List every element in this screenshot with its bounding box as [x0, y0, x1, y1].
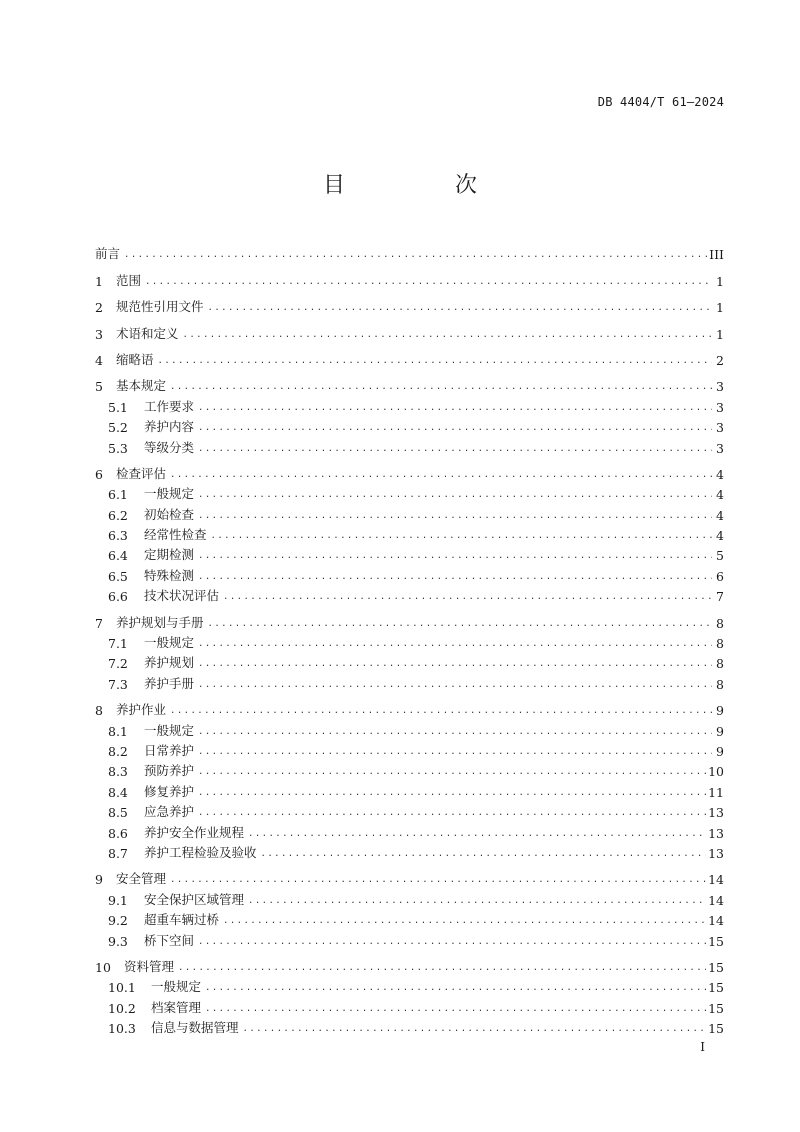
toc-section-entry[interactable]: [95, 867, 724, 887]
toc-entry-page: 15: [708, 1021, 724, 1037]
toc-entry-number: 6.5: [108, 568, 128, 584]
toc-subsection-entry[interactable]: [95, 671, 724, 691]
toc-entry-label: 经常性检查: [144, 527, 207, 543]
toc-entry-number: 8.6: [108, 825, 128, 841]
toc-dot-leader: [198, 640, 712, 651]
toc-entry-number: 6.1: [108, 487, 128, 503]
toc-entry-number: 9.2: [108, 913, 128, 929]
toc-subsection-entry[interactable]: [95, 651, 724, 671]
toc-entry-label: 预防养护: [144, 763, 195, 779]
toc-section-entry[interactable]: [95, 321, 724, 341]
toc-entry-label: 养护内容: [144, 419, 195, 435]
toc-entry-label: 修复养护: [144, 783, 195, 799]
toc-entry-page: 8: [716, 676, 724, 692]
toc-dot-leader: [198, 938, 706, 949]
toc-dot-leader: [170, 876, 706, 887]
toc-dot-leader: [178, 964, 706, 975]
toc-entry-page: 8: [716, 656, 724, 672]
toc-entry-number: 10.3: [108, 1021, 136, 1037]
toc-dot-leader: [198, 809, 706, 820]
toc-entry-page: 1: [716, 273, 724, 289]
toc-entry-page: 3: [716, 399, 724, 415]
toc-entry-number: 2: [95, 300, 103, 316]
toc-entry-label: 养护手册: [144, 675, 195, 691]
toc-dot-leader: [198, 424, 712, 435]
toc-entry-page: 3: [716, 379, 724, 395]
toc-entry-number: 9: [95, 872, 103, 888]
toc-entry-number: 6.3: [108, 528, 128, 544]
toc-section-entry[interactable]: [95, 268, 724, 288]
toc-subsection-entry[interactable]: [95, 995, 724, 1015]
toc-subsection-entry[interactable]: [95, 759, 724, 779]
toc-entry-number: 7.1: [108, 636, 128, 652]
toc-dot-leader: [198, 789, 706, 800]
toc-entry-page: 3: [716, 420, 724, 436]
toc-entry-page: 15: [708, 1000, 724, 1016]
toc-dot-leader: [198, 404, 712, 415]
toc-entry-label: 安全保护区域管理: [144, 891, 245, 907]
toc-entry-number: 6.2: [108, 507, 128, 523]
toc-entry-label: 初始检查: [144, 506, 195, 522]
toc-entry-number: 5.2: [108, 420, 128, 436]
toc-subsection-entry[interactable]: [95, 584, 724, 604]
toc-subsection-entry[interactable]: [95, 975, 724, 995]
toc-entry-page: 15: [708, 959, 724, 975]
toc-entry-label: 应急养护: [144, 804, 195, 820]
toc-entry-page: 9: [716, 743, 724, 759]
toc-dot-leader: [198, 681, 712, 692]
toc-subsection-entry[interactable]: [95, 502, 724, 522]
toc-dot-leader: [205, 1005, 706, 1016]
toc-entry-number: 6: [95, 466, 103, 482]
toc-entry-number: 10.1: [108, 980, 136, 996]
toc-subsection-entry[interactable]: [95, 887, 724, 907]
toc-entry-number: 7: [95, 615, 103, 631]
toc-entry-page: 6: [716, 568, 724, 584]
page-title: 目 次: [322, 173, 521, 198]
toc-entry-page: 9: [716, 703, 724, 719]
toc-entry-label: 检查评估: [116, 465, 167, 481]
toc-entry-page: 13: [708, 845, 724, 861]
footer-page-number: I: [700, 1040, 705, 1054]
toc-entry-label: 技术状况评估: [144, 588, 220, 604]
toc-entry-page: 2: [716, 352, 724, 368]
toc-entry-number: 5.3: [108, 440, 128, 456]
toc-dot-leader: [198, 748, 712, 759]
toc-entry-page: 14: [708, 872, 724, 888]
toc-entry-label: 等级分类: [144, 439, 195, 455]
toc-dot-leader: [208, 304, 712, 315]
toc-entry-label: 档案管理: [151, 999, 202, 1015]
toc-entry-label: 养护规划: [144, 655, 195, 671]
toc-dot-leader: [243, 1025, 707, 1036]
toc-dot-leader: [223, 593, 712, 604]
toc-entry-label: 基本规定: [116, 378, 167, 394]
toc-entry-label: 定期检测: [144, 547, 195, 563]
toc-entry-page: 15: [708, 980, 724, 996]
toc-entry-number: 6.6: [108, 589, 128, 605]
toc-dot-leader: [183, 331, 712, 342]
toc-entry-page: 8: [716, 636, 724, 652]
toc-subsection-entry[interactable]: [95, 908, 724, 928]
toc-dot-leader: [205, 984, 706, 995]
toc-entry-label: 信息与数据管理: [151, 1020, 239, 1036]
toc-dot-leader: [198, 660, 712, 671]
toc-subsection-entry[interactable]: [95, 820, 724, 840]
toc-dot-leader: [223, 917, 706, 928]
toc-dot-leader: [145, 278, 712, 289]
toc-dot-leader: [170, 383, 712, 394]
toc-entry-number: 7.2: [108, 656, 128, 672]
toc-entry-number: 8.3: [108, 764, 128, 780]
toc-entry-number: 1: [95, 273, 103, 289]
toc-entry-label: 养护安全作业规程: [144, 824, 245, 840]
toc-entry-label: 资料管理: [124, 958, 175, 974]
toc-entry-page: 13: [708, 825, 724, 841]
toc-subsection-entry[interactable]: [95, 435, 724, 455]
toc-subsection-entry[interactable]: [95, 394, 724, 414]
toc-entry-label: 一般规定: [144, 486, 195, 502]
toc-entry-number: 10: [95, 959, 111, 975]
toc-section-entry[interactable]: [95, 295, 724, 315]
toc-dot-leader: [198, 512, 712, 523]
toc-subsection-entry[interactable]: [95, 800, 724, 820]
toc-subsection-entry[interactable]: [95, 631, 724, 651]
toc-entry-number: 5.1: [108, 399, 128, 415]
toc-dot-leader: [170, 707, 712, 718]
toc-subsection-entry[interactable]: [95, 841, 724, 861]
toc-dot-leader: [198, 445, 712, 456]
toc-section-entry[interactable]: [95, 955, 724, 975]
toc-entry-page: 14: [708, 892, 724, 908]
toc-entry-page: 10: [708, 764, 724, 780]
toc-dot-leader: [248, 897, 706, 908]
toc-entry-page: 4: [716, 507, 724, 523]
toc-entry-label: 范围: [116, 272, 142, 288]
table-of-contents: [95, 242, 724, 1036]
toc-entry-number: 6.4: [108, 548, 128, 564]
toc-entry-number: 4: [95, 352, 103, 368]
toc-section-entry[interactable]: [95, 610, 724, 630]
toc-entry-label: 特殊检测: [144, 567, 195, 583]
toc-entry-label: 日常养护: [144, 742, 195, 758]
toc-subsection-entry[interactable]: [95, 779, 724, 799]
toc-entry-page: 11: [708, 784, 724, 800]
toc-dot-leader: [198, 491, 712, 502]
toc-entry-number: 7.3: [108, 676, 128, 692]
toc-entry-page: 5: [716, 548, 724, 564]
toc-entry-number: 8.5: [108, 805, 128, 821]
toc-dot-leader: [198, 728, 712, 739]
toc-entry-number: 8.7: [108, 845, 128, 861]
toc-dot-leader: [208, 620, 712, 631]
toc-entry-label: 前言: [95, 246, 121, 262]
toc-entry-number: 9.1: [108, 892, 128, 908]
toc-entry-page: 9: [716, 723, 724, 739]
toc-section-entry[interactable]: [95, 698, 724, 718]
toc-entry-label: 工作要求: [144, 398, 195, 414]
toc-subsection-entry[interactable]: [95, 739, 724, 759]
toc-subsection-entry[interactable]: [95, 482, 724, 502]
document-code: DB 4404/T 61—2024: [597, 95, 724, 109]
toc-dot-leader: [248, 830, 706, 841]
toc-entry-number: 8.4: [108, 784, 128, 800]
toc-entry-number: 10.2: [108, 1000, 136, 1016]
toc-subsection-entry[interactable]: [95, 563, 724, 583]
toc-dot-leader: [198, 768, 706, 779]
toc-dot-leader: [198, 573, 712, 584]
toc-entry-label: 养护规划与手册: [116, 614, 204, 630]
toc-dot-leader: [170, 471, 712, 482]
toc-entry-number: 8.2: [108, 743, 128, 759]
toc-subsection-entry[interactable]: [95, 415, 724, 435]
toc-entry-label: 养护工程检验及验收: [144, 844, 257, 860]
toc-dot-leader: [198, 552, 712, 563]
toc-entry-page: 4: [716, 466, 724, 482]
toc-entry-label: 安全管理: [116, 871, 167, 887]
toc-dot-leader: [261, 850, 707, 861]
toc-section-entry[interactable]: [95, 348, 724, 368]
toc-entry-label: 桥下空间: [144, 932, 195, 948]
toc-entry-page: 3: [716, 440, 724, 456]
toc-entry-label: 一般规定: [144, 635, 195, 651]
toc-entry-number: 5: [95, 379, 103, 395]
toc-subsection-entry[interactable]: [95, 928, 724, 948]
toc-entry-page: 15: [708, 933, 724, 949]
toc-entry-label: 一般规定: [151, 979, 202, 995]
toc-entry-number: 8: [95, 703, 103, 719]
toc-dot-leader: [124, 251, 707, 262]
toc-subsection-entry[interactable]: [95, 718, 724, 738]
toc-entry-number: 9.3: [108, 933, 128, 949]
toc-subsection-entry[interactable]: [95, 543, 724, 563]
toc-section-entry[interactable]: [95, 374, 724, 394]
toc-entry-page: 13: [708, 805, 724, 821]
toc-entry-label: 规范性引用文件: [116, 299, 204, 315]
toc-subsection-entry[interactable]: [95, 523, 724, 543]
toc-entry-label: 术语和定义: [116, 325, 179, 341]
toc-entry-page: 7: [716, 589, 724, 605]
toc-dot-leader: [211, 532, 712, 543]
toc-entry-label: 养护作业: [116, 702, 167, 718]
toc-entry-page: 1: [716, 300, 724, 316]
toc-entry-label: 缩略语: [116, 351, 154, 367]
toc-section-entry[interactable]: [95, 462, 724, 482]
toc-entry-page: 14: [708, 913, 724, 929]
toc-entry-page: 8: [716, 615, 724, 631]
toc-entry-page: III: [709, 247, 724, 263]
toc-entry-label: 一般规定: [144, 722, 195, 738]
toc-entry-page: 4: [716, 487, 724, 503]
toc-subsection-entry[interactable]: [95, 1016, 724, 1036]
toc-dot-leader: [158, 357, 712, 368]
toc-entry-number: 8.1: [108, 723, 128, 739]
toc-entry-label: 超重车辆过桥: [144, 912, 220, 928]
toc-section-entry[interactable]: [95, 242, 724, 262]
toc-entry-page: 1: [716, 326, 724, 342]
toc-entry-page: 4: [716, 528, 724, 544]
toc-entry-number: 3: [95, 326, 103, 342]
